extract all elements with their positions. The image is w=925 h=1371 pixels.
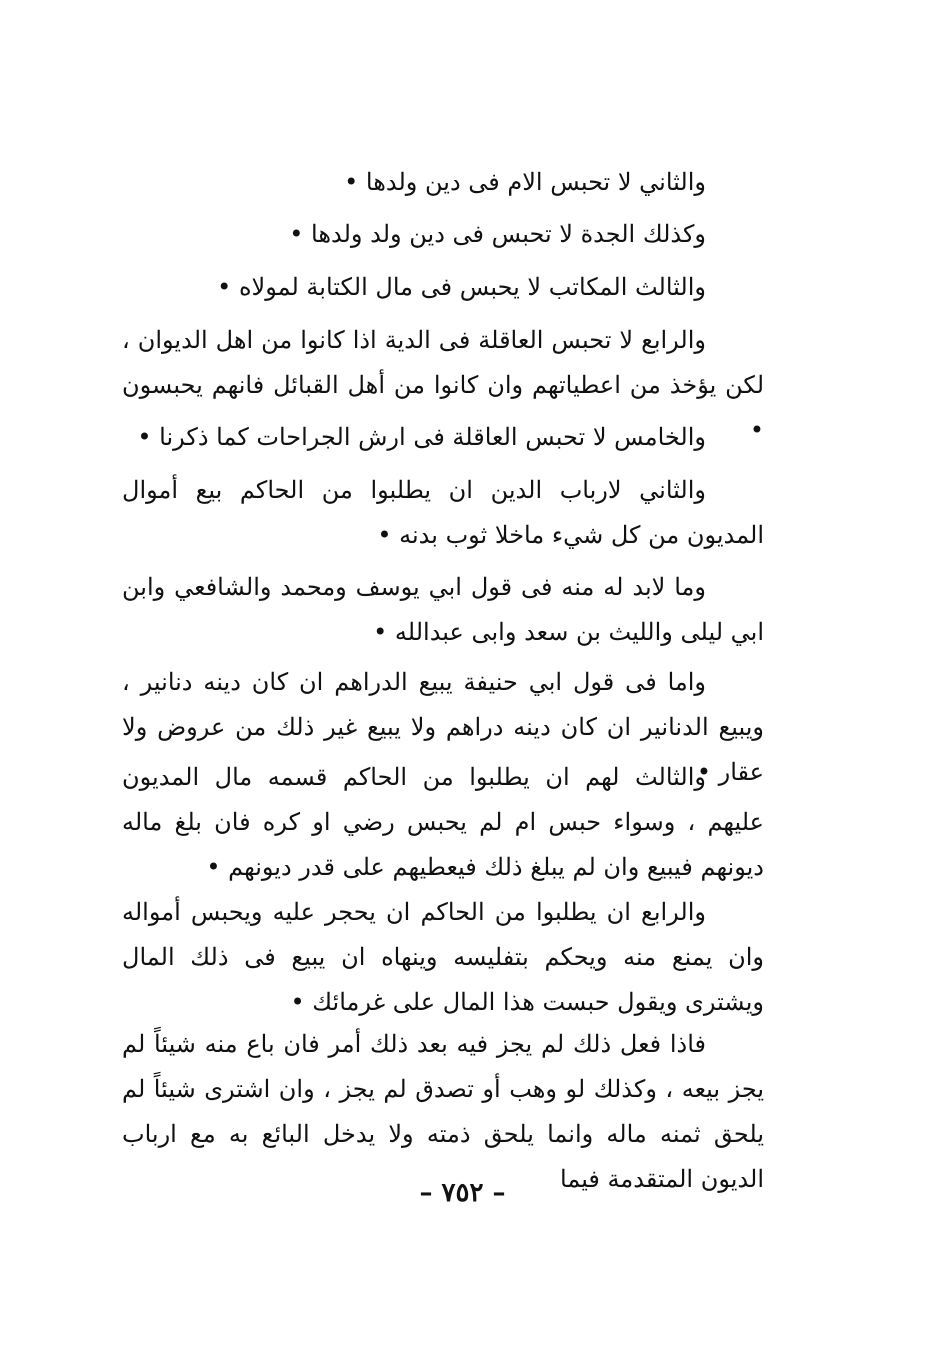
paragraph-1: والثاني لا تحبس الام فى دين ولدها • <box>344 168 706 196</box>
paragraph-6: والثاني لارباب الدين ان يطلبوا من الحاكم بيع أموال المديون من كل شيء ماخلا ثوب بدنه • <box>122 476 764 549</box>
paragraph-10: والرابع ان يطلبوا من الحاكم ان يحجر عليه ويحبس أمواله وان يمنع منه ويحكم بتفليسه وينهاه ان يبيع فى ذلك المال ويشترى ويقول حبست هذا المال على غرمائك • <box>122 898 764 1016</box>
paragraph-2: وكذلك الجدة لا تحبس فى دين ولد ولدها • <box>289 220 706 248</box>
paragraph-7: وما لابد له منه فى قول ابي يوسف ومحمد والشافعي وابن ابي ليلى والليث بن سعد وابى عبدالله • <box>122 573 764 646</box>
paragraph-5: والخامس لا تحبس العاقلة فى ارش الجراحات كما ذكرنا • <box>137 423 706 451</box>
paragraph-8: واما فى قول ابي حنيفة يبيع الدراهم ان كان دينه دنانير ، ويبيع الدنانير ان كان دينه دراهم ولا يبيع غير ذلك من عروض ولا عقار • <box>122 668 764 786</box>
page-number: – ٧٥٢ – <box>419 1178 506 1208</box>
paragraph-9: والثالث لهم ان يطلبوا من الحاكم قسمه مال المديون عليهم ، وسواء حبس ام لم يحبس رضي او كره فان بلغ ماله ديونهم فيبيع وان لم يبلغ ذلك فيعطيهم على قدر ديونهم • <box>122 763 764 881</box>
paragraph-4: والرابع لا تحبس العاقلة فى الدية اذا كانوا من اهل الديوان ، لكن يؤخذ من اعطياتهم وان كانوا من أهل القبائل فانهم يحبسون • <box>122 326 764 444</box>
paragraph-11: فاذا فعل ذلك لم يجز فيه بعد ذلك أمر فان باع منه شيئاً لم يجز بيعه ، وكذلك لو وهب أو تصدق لم يجز ، وان اشترى شيئاً لم يلحق ثمنه ماله وانما يلحق ذمته ولا يدخل البائع به مع ارباب الديون المتقدمة فيما <box>122 1030 765 1193</box>
paragraph-3: والثالث المكاتب لا يحبس فى مال الكتابة لمولاه • <box>217 273 706 301</box>
